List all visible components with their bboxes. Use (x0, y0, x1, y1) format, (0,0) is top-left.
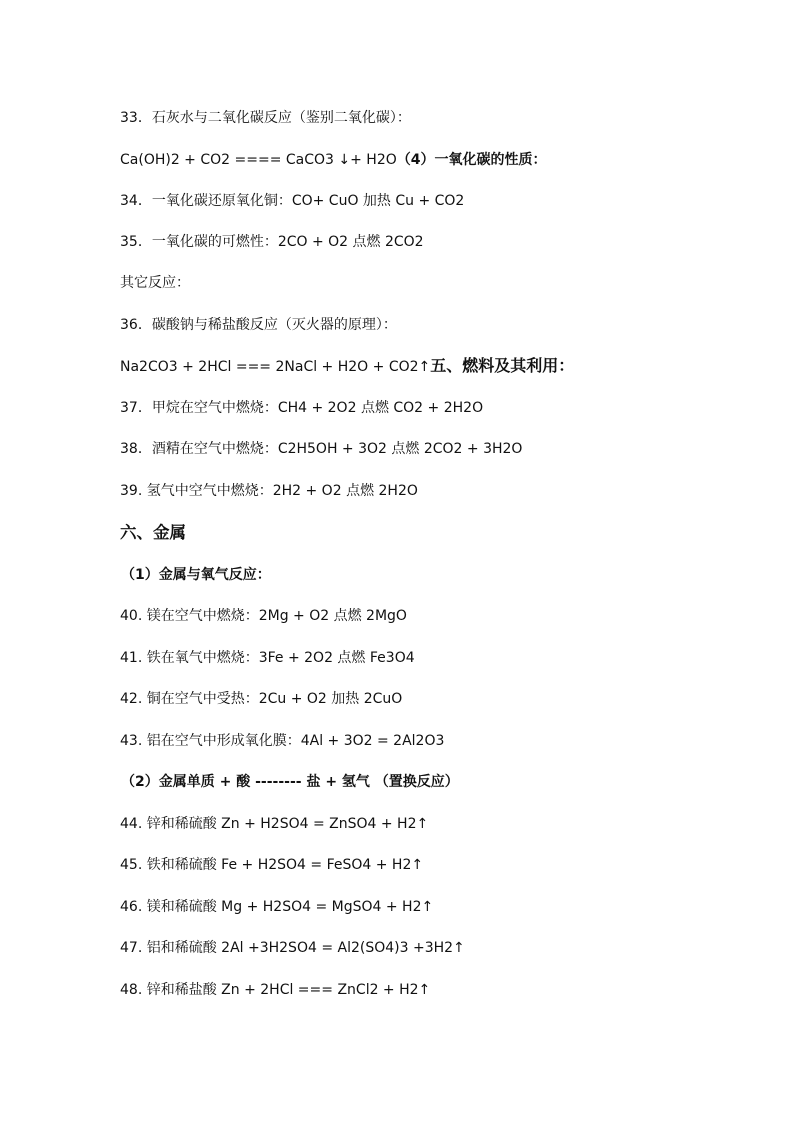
reaction-33-equation (120, 150, 774, 170)
reaction-43: 43. 铝在空气中形成氧化膜：4Al + 3O2 = 2Al2O3 (120, 733, 445, 749)
reaction-36: 36．碳酸钠与稀盐酸反应（灭火器的原理）： (120, 317, 397, 333)
equation-text: Na2CO3 + 2HCl === 2NaCl + H2O + CO2↑ (120, 359, 431, 375)
reaction-36-equation (120, 356, 774, 377)
reaction-40: 40. 镁在空气中燃烧：2Mg + O2 点燃 2MgO (120, 608, 407, 624)
reaction-45: 45. 铁和稀硫酸 Fe + H2SO4 = FeSO4 + H2↑ (120, 857, 424, 873)
section-heading-carbon-monoxide: （4）一氧化碳的性质： (396, 152, 547, 168)
reaction-38: 38．酒精在空气中燃烧：C2H5OH + 3O2 点燃 2CO2 + 3H2O (120, 441, 523, 457)
reaction-44: 44. 锌和稀硫酸 Zn + H2SO4 = ZnSO4 + H2↑ (120, 816, 429, 832)
reaction-48: 48. 锌和稀盐酸 Zn + 2HCl === ZnCl2 + H2↑ (120, 982, 431, 998)
reaction-35: 35．一氧化碳的可燃性：2CO + O2 点燃 2CO2 (120, 234, 424, 250)
reaction-41: 41. 铁在氧气中燃烧：3Fe + 2O2 点燃 Fe3O4 (120, 650, 415, 666)
section-heading-fuels: 五、燃料及其利用： (430, 356, 575, 375)
reaction-33: 33．石灰水与二氧化碳反应（鉴别二氧化碳）： (120, 110, 411, 126)
subsection-metal-oxygen: （1）金属与氧气反应： (121, 567, 271, 583)
subsection-metal-acid: （2）金属单质 + 酸 -------- 盐 + 氢气 （置换反应） (121, 774, 459, 790)
reaction-47: 47. 铝和稀硫酸 2Al +3H2SO4 = Al2(SO4)3 +3H2↑ (120, 940, 465, 956)
section-heading-metals: 六、金属 (120, 523, 186, 542)
reaction-37: 37．甲烷在空气中燃烧：CH4 + 2O2 点燃 CO2 + 2H2O (120, 400, 484, 416)
equation-text: Ca(OH)2 + CO2 ==== CaCO3 ↓+ H2O (120, 152, 397, 168)
other-reactions-label: 其它反应： (120, 275, 190, 291)
reaction-39: 39. 氢气中空气中燃烧：2H2 + O2 点燃 2H2O (120, 483, 418, 499)
reaction-46: 46. 镁和稀硫酸 Mg + H2SO4 = MgSO4 + H2↑ (120, 899, 434, 915)
reaction-42: 42. 铜在空气中受热：2Cu + O2 加热 2CuO (120, 691, 403, 707)
reaction-34: 34．一氧化碳还原氧化铜：CO+ CuO 加热 Cu + CO2 (120, 193, 465, 209)
